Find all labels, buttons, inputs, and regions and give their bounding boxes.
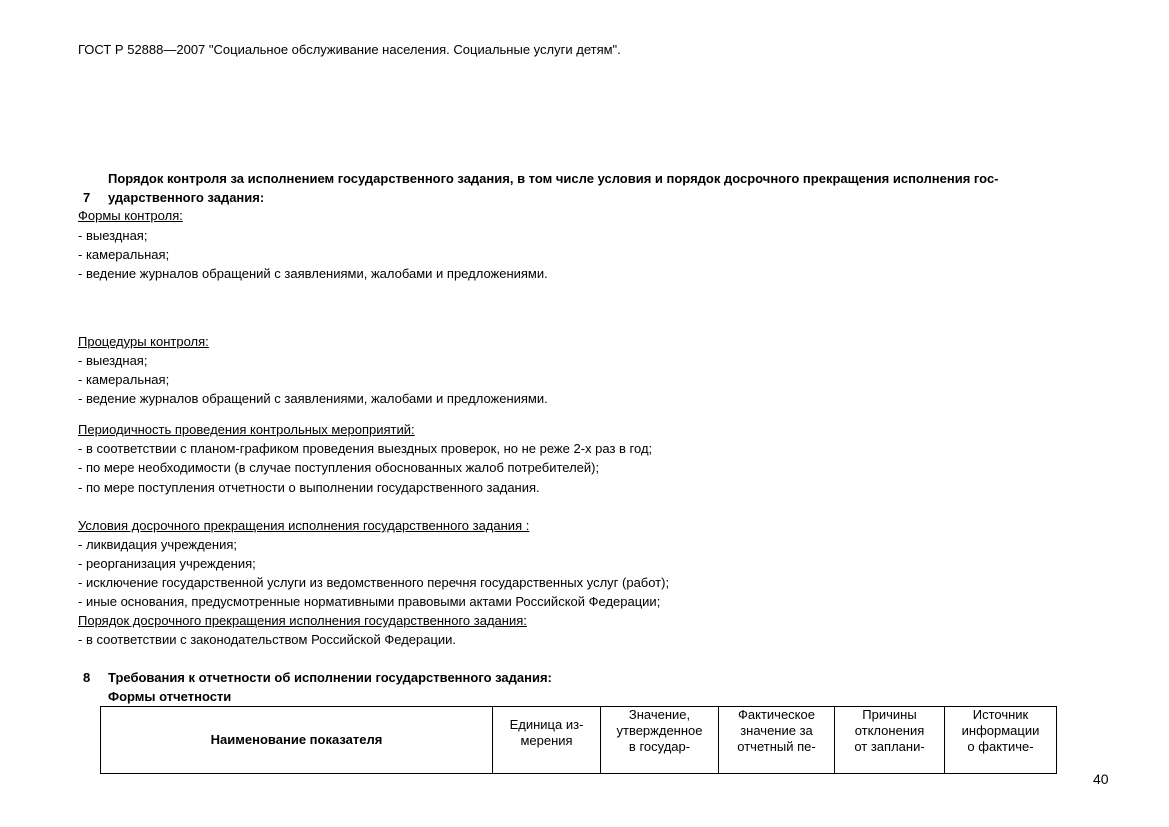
list-item: - ликвидация учреждения; [78,537,238,552]
list-item: - исключение государственной услуги из ведомственного перечня государственных услуг (работ); [78,575,670,590]
list-item: - ведение журналов обращений с заявлениями, жалобами и предложениями. [78,266,548,281]
column-header-deviation-reasons [835,707,945,774]
column-header-actual-value-text: Фактическое значение за отчетный пе- [737,707,816,754]
section-7-title-line2: ударственного задания: [108,190,265,205]
section-8-subtitle: Формы отчетности [108,689,232,704]
list-item: - в соответствии с законодательством Российской Федерации. [78,632,457,647]
column-header-info-source-text: Источник информации о фактиче- [961,707,1040,754]
list-item: - реорганизация учреждения; [78,556,256,571]
list-item: - иные основания, предусмотренные нормативными правовыми актами Российской Федерации; [78,594,661,609]
column-header-info-source [945,707,1057,774]
control-forms-heading: Формы контроля: [78,208,183,223]
column-header-unit [493,707,601,774]
termination-order-heading: Порядок досрочного прекращения исполнения государственного задания: [78,613,527,628]
list-item: - по мере необходимости (в случае поступления обоснованных жалоб потребителей); [78,460,600,475]
section-8-number: 8 [83,670,91,685]
list-item: - по мере поступления отчетности о выполнении государственного задания. [78,480,540,495]
list-item: - камеральная; [78,372,170,387]
list-item: - выездная; [78,228,148,243]
document-header: ГОСТ Р 52888—2007 "Социальное обслуживание населения. Социальные услуги детям". [78,42,621,57]
reporting-forms-table [100,706,1057,774]
column-header-actual-value [719,707,835,774]
list-item: - в соответствии с планом-графиком проведения выездных проверок, но не реже 2-х раз в год; [78,441,653,456]
control-procedures-heading: Процедуры контроля: [78,334,209,349]
list-item: - камеральная; [78,247,170,262]
column-header-approved-value [601,707,719,774]
column-header-deviation-reasons-text: Причины отклонения от заплани- [854,707,925,754]
list-item: - выездная; [78,353,148,368]
column-header-approved-value-text: Значение, утвержденное в государ- [616,707,703,754]
termination-conditions-heading: Условия досрочного прекращения исполнения государственного задания : [78,518,530,533]
page-number: 40 [1093,771,1109,787]
section-8-title: Требования к отчетности об исполнении государственного задания: [108,670,552,685]
section-7-title-line1: Порядок контроля за исполнением государственного задания, в том числе условия и порядок досрочного прекращения исполнения гос- [108,171,999,186]
periodicity-heading: Периодичность проведения контрольных мероприятий: [78,422,415,437]
column-header-unit-text: Единица из- мерения [509,717,584,748]
list-item: - ведение журналов обращений с заявлениями, жалобами и предложениями. [78,391,548,406]
table-header-row [101,707,1057,774]
column-header-indicator-name: Наименование показателя [101,707,493,774]
section-7-number: 7 [83,190,91,205]
